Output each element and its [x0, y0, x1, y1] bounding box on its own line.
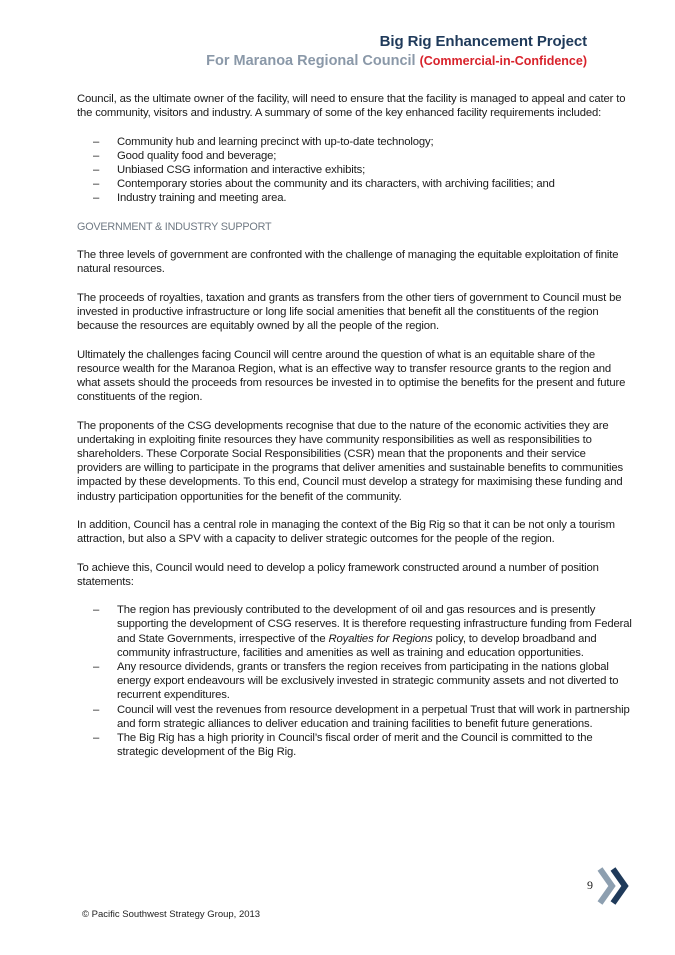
policy-name: Royalties for Regions [328, 632, 433, 645]
list-item: – Contemporary stories about the community and its characters, with archiving facilities; and [93, 178, 555, 191]
intro-paragraph: Council, as the ultimate owner of the facility, will need to ensure that the facility is managed to appeal and cater to the community, visitors and industry. A summary of some of the key enhanced facility requirements included: [77, 93, 626, 120]
bullet-dash: – [93, 604, 100, 617]
list-item: – Any resource dividends, grants or transfers the region receives from participating in the nations global energy export endeavours will be exclusively invested in strategic community assets and not diverted to recurrent expenditures. [93, 660, 619, 702]
bullet-dash: – [93, 178, 100, 191]
body-paragraph: Ultimately the challenges facing Council will centre around the question of what is an equitable share of the resource wealth for the Maranoa Region, what is an effective way to transfer resource grants to the region and what assets should the proceeds from resources be invested in to optimise the benefits for the present and future constituents of the region. [77, 348, 626, 404]
list-item: – Unbiased CSG information and interactive exhibits; [93, 164, 366, 176]
bullet-dash: – [93, 149, 100, 162]
bullet-dash: – [93, 192, 100, 205]
bullet-dash: – [93, 660, 100, 673]
bullet-dash: – [93, 703, 100, 716]
body-paragraph: The proceeds of royalties, taxation and grants as transfers from the other tiers of government to Council must be invested in productive infrastructure or long life social amenities that benefit all the constituents of the region because the resources are equitably owned by all the people of the region. [77, 291, 622, 333]
client-name: For Maranoa Regional Council [206, 53, 416, 69]
document-subtitle [206, 52, 587, 70]
list-item: – Good quality food and beverage; [93, 149, 277, 162]
page-header [206, 33, 587, 70]
page-body [77, 92, 632, 774]
requirements-list [77, 135, 632, 206]
double-chevron-right-icon [597, 866, 631, 906]
section-heading: GOVERNMENT & INDUSTRY SUPPORT [77, 220, 272, 233]
bullet-dash: – [93, 164, 100, 176]
confidentiality-label: (Commercial-in-Confidence) [419, 54, 587, 68]
list-item: – Community hub and learning precinct with up-to-date technology; [93, 135, 434, 148]
position-statements-list [77, 603, 632, 759]
list-item: – Council will vest the revenues from resource development in a perpetual Trust that will work in partnership and form strategic alliances to deliver education and training facilities to benefit future generations. [93, 703, 630, 730]
body-paragraph: In addition, Council has a central role in managing the context of the Big Rig so that it can be not only a tourism attraction, but also a SPV with a capacity to deliver strategic outcomes for the people of the region. [77, 518, 615, 546]
bullet-dash: – [93, 135, 100, 148]
list-item: – Industry training and meeting area. [93, 192, 287, 205]
list-item: – The Big Rig has a high priority in Council’s fiscal order of merit and the Council is committed to the strategic development of the Big Rig. [93, 732, 593, 759]
body-paragraph: The three levels of government are confronted with the challenge of managing the equitable exploitation of finite natural resources. [77, 249, 619, 276]
copyright-notice: © Pacific Southwest Strategy Group, 2013 [82, 909, 261, 920]
document-title: Big Rig Enhancement Project [379, 33, 587, 50]
page-number: 9 [587, 878, 593, 892]
body-paragraph: To achieve this, Council would need to develop a policy framework constructed around a number of position statements: [77, 561, 599, 588]
list-item: – The region has previously contributed to the development of oil and gas resources and is presently supporting the development of CSG reserves. It is therefore requesting infrastructure funding from Federal and State Governments, irrespective of the Royalties for Regions policy, to develop broadband and community infrastructure, facilities and amenities as well as training and education opportunities. [93, 604, 632, 659]
body-paragraph: The proponents of the CSG developments recognise that due to the nature of the economic activities they are undertaking in exploiting finite resources they have community responsibilities as well as responsibilities to shareholders. These Corporate Social Responsibilities (CSR) mean that the proponents and their service providers are willing to participate in the programs that deliver amenities and sustainable benefits to communities impacted by these developments. To this end, Council must develop a strategy for maximising these funding and industry participation opportunities for the benefit of the community. [77, 419, 624, 503]
bullet-dash: – [93, 732, 100, 744]
chevron-light [600, 869, 612, 903]
